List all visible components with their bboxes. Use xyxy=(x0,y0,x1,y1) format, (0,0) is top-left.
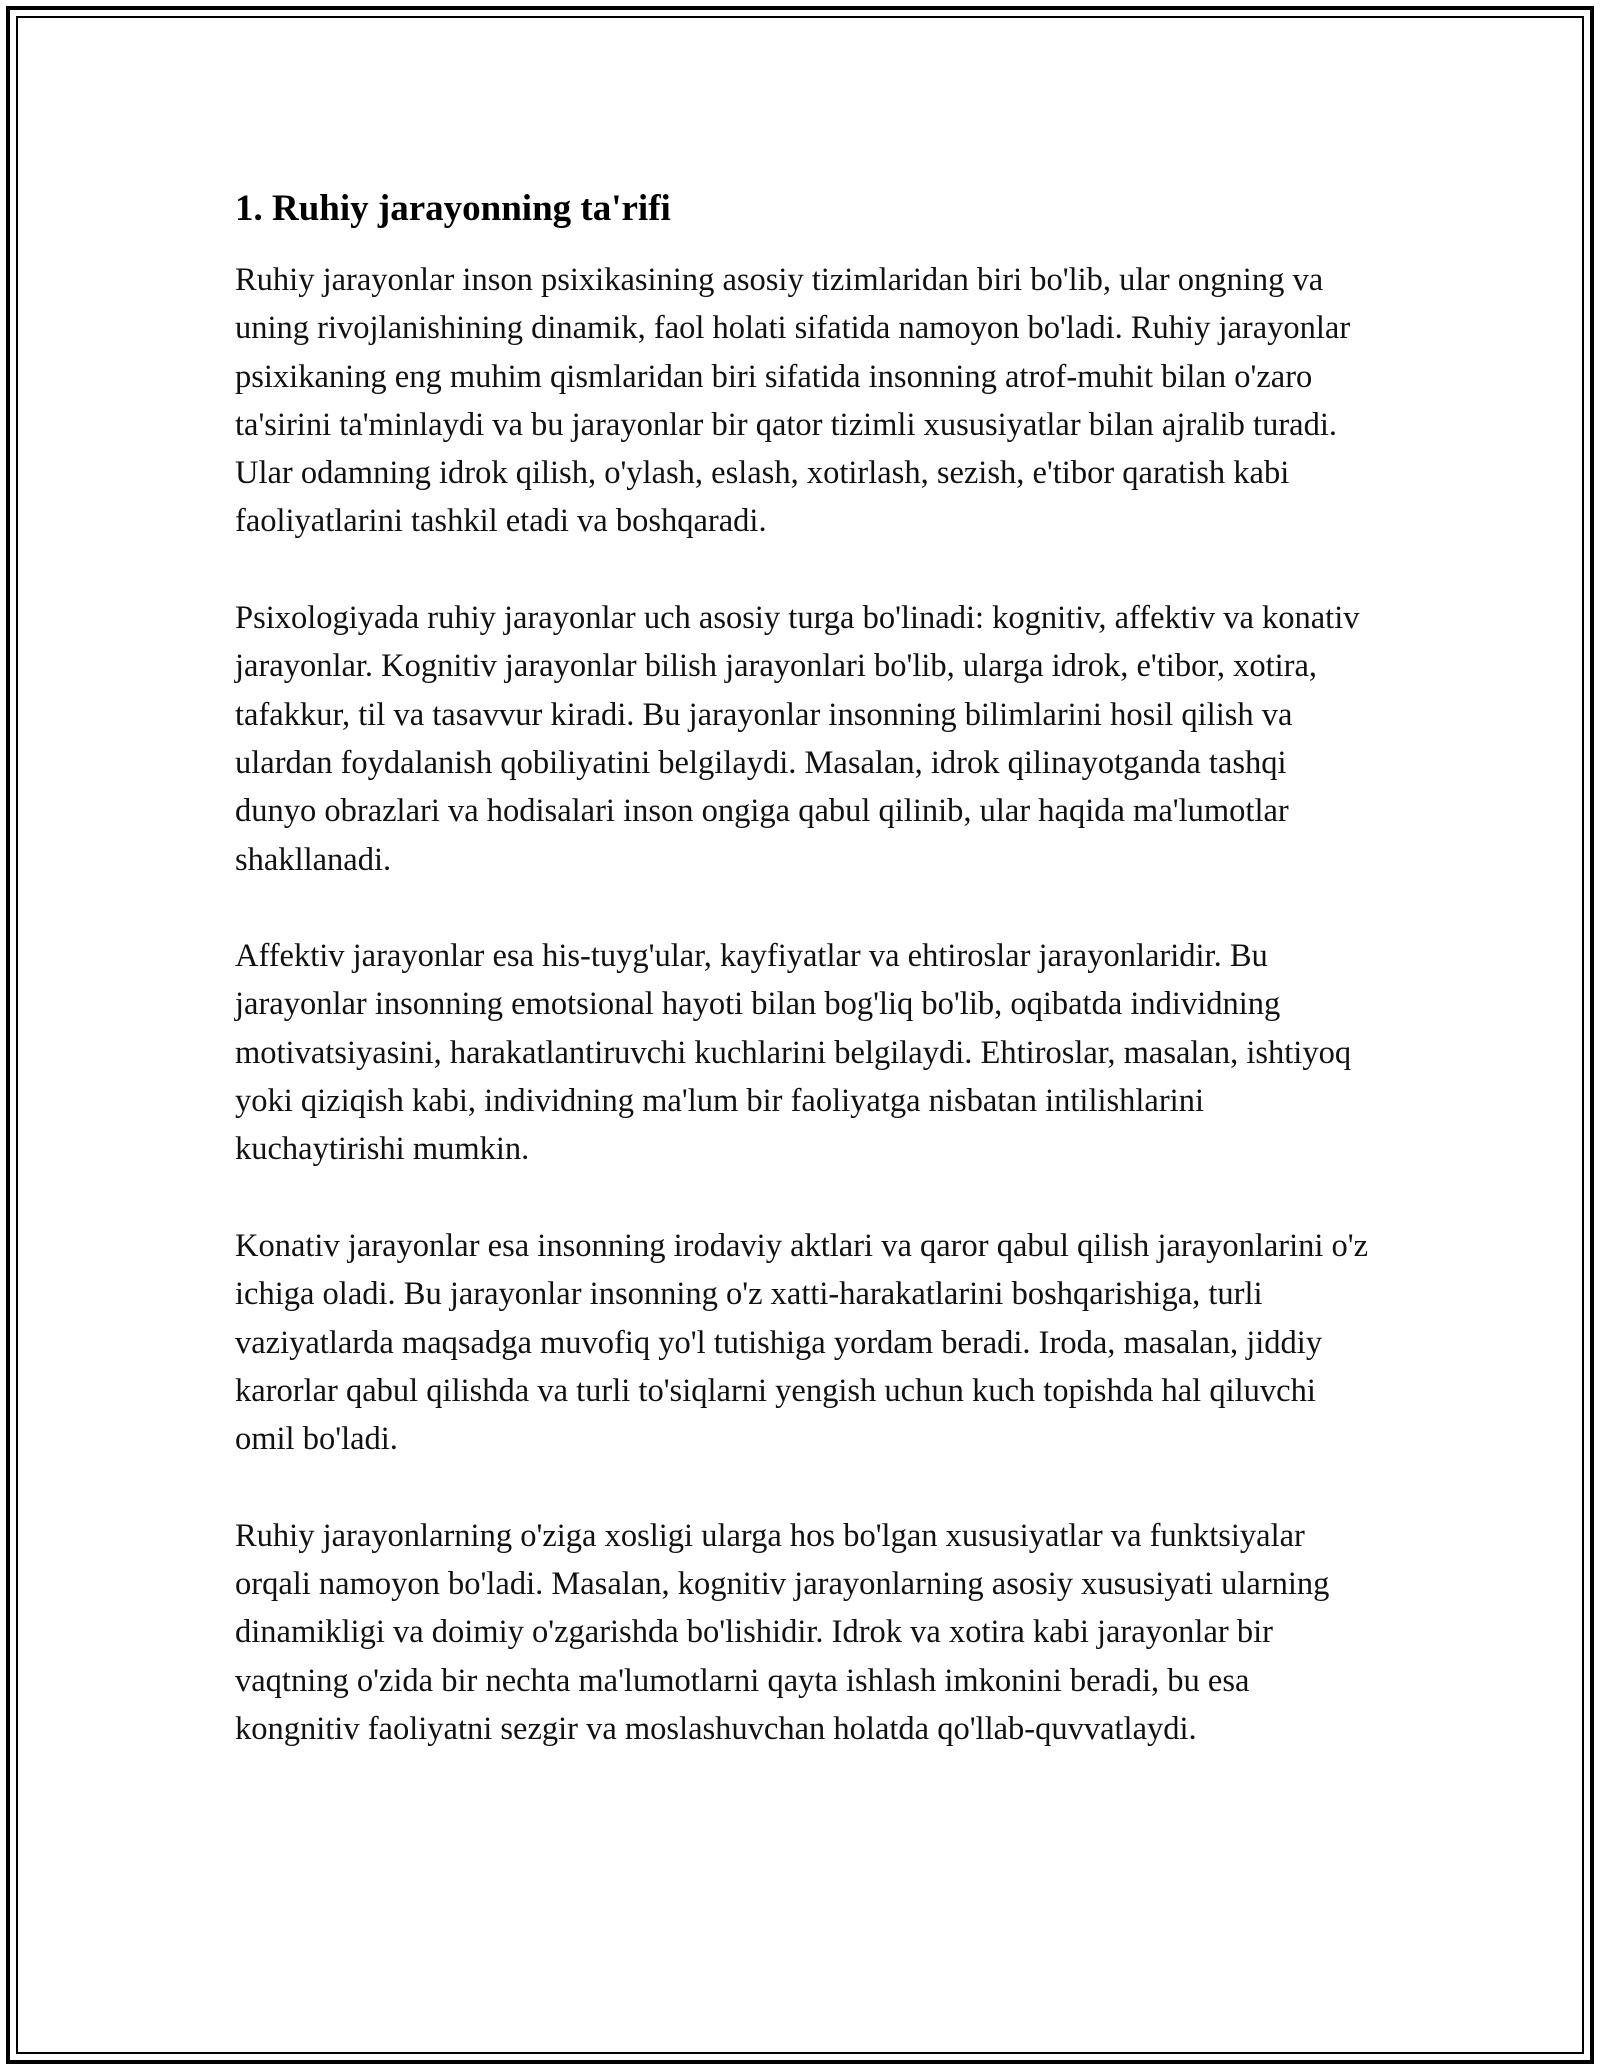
paragraph-1: Ruhiy jarayonlar inson psixikasining asosiy tizimlaridan biri bo'lib, ular ongning va uning rivojlanishining dinamik, faol holati sifatida namoyon bo'ladi. Ruhiy jarayonlar psixikaning eng muhim qismlaridan biri sifatida insonning atrof-muhit bilan o'zaro ta'sirini ta'minlaydi va bu jarayonlar bir qator tizimli xususiyatlar bilan ajralib turadi. Ular odamning idrok qilish, o'ylash, eslash, xotirlash, sezish, e'tibor qaratish kabi faoliyatlarini tashkil etadi va boshqaradi. xyxy=(235,262,1351,540)
paragraph-4: Konativ jarayonlar esa insonning irodaviy aktlari va qaror qabul qilish jarayonlarini o'z ichiga oladi. Bu jarayonlar insonning o'z xatti-harakatlarini boshqarishiga, turli vaziyatlarda maqsadga muvofiq yo'l tutishiga yordam beradi. Iroda, masalan, jiddiy karorlar qabul qilishda va turli to'siqlarni yengish uchun kuch topishda hal qiluvchi omil bo'ladi. xyxy=(235,1227,1369,1458)
document-body xyxy=(235,186,1370,1802)
section-title: 1. Ruhiy jarayonning ta'rifi xyxy=(235,188,671,229)
paragraph-2: Psixologiyada ruhiy jarayonlar uch asosiy turga bo'linadi: kognitiv, affektiv va konativ jarayonlar. Kognitiv jarayonlar bilish jarayonlari bo'lib, ularga idrok, e'tibor, xotira, tafakkur, til va tasavvur kiradi. Bu jarayonlar insonning bilimlarini hosil qilish va ulardan foydalanish qobiliyatini belgilaydi. Masalan, idrok qilinayotganda tashqi dunyo obrazlari va hodisalari inson ongiga qabul qilinib, ular haqida ma'lumotlar shakllanadi. xyxy=(235,600,1360,878)
paragraph-5: Ruhiy jarayonlarning o'ziga xosligi ularga hos bo'lgan xususiyatlar va funktsiyalar orqali namoyon bo'ladi. Masalan, kognitiv jarayonlarning asosiy xususiyati ularning dinamikligi va doimiy o'zgarishda bo'lishidir. Idrok va xotira kabi jarayonlar bir vaqtning o'zida bir nechta ma'lumotlarni qayta ishlash imkonini beradi, bu esa kongnitiv faoliyatni sezgir va moslashuvchan holatda qo'llab-quvvatlaydi. xyxy=(235,1517,1330,1747)
paragraph-3: Affektiv jarayonlar esa his-tuyg'ular, kayfiyatlar va ehtiroslar jarayonlaridir. Bu jarayonlar insonning emotsional hayoti bilan bog'liq bo'lib, oqibatda individning motivatsiyasini, harakatlantiruvchi kuchlarini belgilaydi. Ehtiroslar, masalan, ishtiyoq yoki qiziqish kabi, individning ma'lum bir faoliyatga nisbatan intilishlarini kuchaytirishi mumkin. xyxy=(235,938,1352,1168)
